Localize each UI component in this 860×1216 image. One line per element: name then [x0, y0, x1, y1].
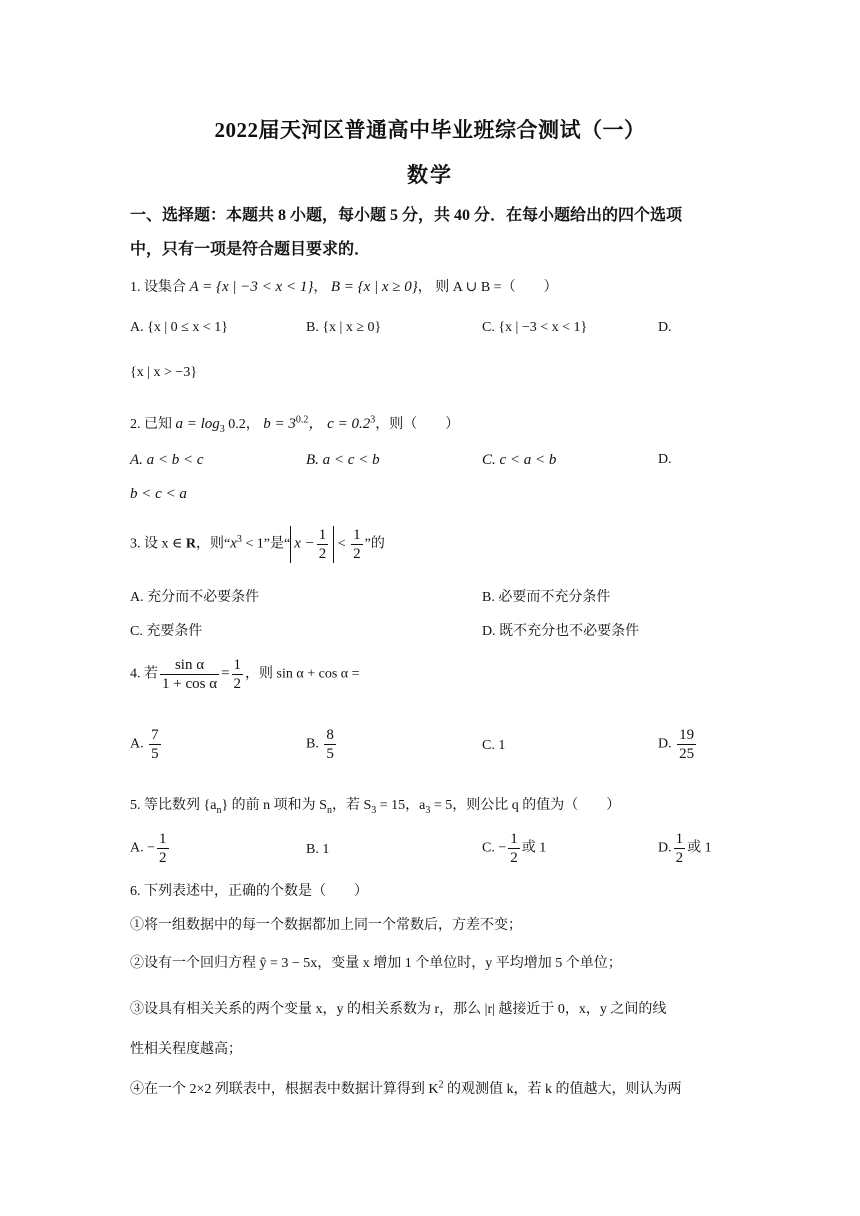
q5-c-den: 2	[510, 850, 518, 866]
q2-a-sub: 3	[219, 423, 225, 435]
q5-a-label: A. −	[130, 840, 156, 856]
question-6-stem: 6. 下列表述中，正确的个数是（ ）	[130, 884, 368, 899]
question-2-stem	[130, 412, 459, 435]
q3-lt1: < 1”是“	[241, 536, 291, 552]
q4-lhs-frac	[160, 656, 219, 693]
q5-d-tail: 或 1	[687, 840, 712, 856]
q4-b-num: 8	[326, 727, 334, 743]
q5-c-frac	[508, 830, 520, 867]
q5-a-den: 2	[159, 850, 167, 866]
q4-rhs-num: 1	[233, 657, 242, 673]
q3-x3-sup: 3	[236, 534, 242, 546]
q3-half-den-2: 2	[353, 546, 361, 562]
q1-prefix: 1. 设集合	[130, 280, 186, 295]
q4-b-label: B.	[306, 736, 319, 752]
question-5-stem	[130, 794, 620, 816]
q5-t5: = 5，则公比 q 的值为（ ）	[430, 798, 621, 813]
q4-option-d	[658, 726, 698, 763]
q3-mid1: ，则“	[196, 536, 231, 552]
q5-t2-sub: n	[326, 804, 332, 816]
q5-t1-sub: n	[216, 804, 222, 816]
q6-statement-3-line2: 性相关程度越高；	[130, 1042, 242, 1057]
q2-option-c: C. c < a < b	[482, 452, 557, 468]
q4-option-b	[306, 726, 338, 763]
q5-t1: 5. 等比数列 {a	[130, 798, 217, 813]
q1-ask: 则 A ∪ B =（ ）	[435, 280, 558, 295]
question-3-stem	[130, 526, 385, 563]
q4-ask: ，则 sin α + cos α =	[245, 666, 360, 682]
q5-t3-sub: 3	[371, 804, 377, 816]
q5-a-num: 1	[159, 831, 167, 847]
q5-option-a	[130, 830, 171, 867]
q2-option-b: B. a < c < b	[306, 452, 380, 468]
q2-c: ， c = 0.2	[308, 416, 371, 432]
q2-ask: ，则（ ）	[375, 417, 460, 432]
q3-option-b: B. 必要而不充分条件	[482, 590, 611, 605]
q5-t4: = 15，a	[376, 798, 426, 813]
q5-t2: } 的前 n 项和为 S	[221, 798, 327, 813]
q6-statement-1: ①将一组数据中的每一个数据都加上同一个常数后，方差不变；	[130, 918, 522, 933]
section-heading-line1: 一、选择题：本题共 8 小题，每小题 5 分，共 40 分．在每小题给出的四个选项	[130, 207, 683, 224]
q5-c-label: C. −	[482, 840, 507, 856]
q1-set-b: B = {x | x ≥ 0}	[330, 279, 418, 295]
q1-option-a: A. {x | 0 ≤ x < 1}	[130, 320, 228, 335]
q3-option-c: C. 充要条件	[130, 624, 203, 639]
q4-d-num: 19	[679, 727, 695, 743]
q5-d-label: D.	[658, 840, 672, 856]
q5-d-frac	[674, 830, 686, 867]
q2-a: a = log	[175, 416, 220, 432]
q4-d-label: D.	[658, 736, 672, 752]
q2-b: b = 3	[263, 416, 296, 432]
q6-s4b: 的观测值 k，若 k 的值越大，则认为两	[443, 1082, 682, 1097]
q3-real-set: R	[185, 536, 196, 552]
q4-lhs-num: sin α	[160, 656, 219, 675]
question-1-stem: 1. 设集合 A = {x | −3 < x < 1}， B = {x | x ≥ 0}， 则 A ∪ B =（ ）	[130, 279, 558, 295]
q2-a-val: 0.2，	[224, 417, 260, 432]
q3-x-minus: x −	[294, 535, 315, 552]
q6-statement-4	[130, 1078, 682, 1098]
exam-subject: 数学	[407, 163, 453, 187]
q4-a-den: 5	[151, 746, 159, 762]
q3-prefix: 3. 设 x ∈	[130, 536, 186, 552]
q2-prefix: 2. 已知	[130, 417, 172, 432]
q4-b-frac	[324, 726, 336, 763]
q4-option-a	[130, 726, 163, 763]
q4-prefix: 4. 若	[130, 666, 158, 682]
q6-s4-sup: 2	[438, 1079, 444, 1091]
q4-d-frac	[677, 726, 696, 763]
q3-half-den: 2	[318, 546, 327, 562]
q3-half-frac-2	[351, 526, 363, 563]
q4-rhs-den: 2	[233, 676, 242, 692]
q3-abs-expr	[290, 526, 334, 563]
q4-a-frac	[149, 726, 161, 763]
q2-c-sup: 3	[370, 414, 376, 426]
q2-option-d-label: D.	[658, 452, 672, 467]
q3-half-frac	[317, 526, 329, 563]
q5-a-frac	[157, 830, 169, 867]
q1-option-b: B. {x | x ≥ 0}	[306, 320, 382, 335]
q3-half-num: 1	[318, 527, 327, 543]
q4-lhs-den: 1 + cos α	[162, 676, 218, 692]
q4-d-den: 25	[679, 746, 695, 762]
q1-option-d-label: D.	[658, 320, 672, 335]
q5-d-den: 2	[675, 850, 684, 866]
q6-statement-3-line1: ③设具有相关关系的两个变量 x，y 的相关系数为 r，那么 |r| 越接近于 0，x，y 之间的线	[130, 1002, 667, 1017]
q3-option-a: A. 充分而不必要条件	[130, 590, 260, 605]
section-heading-line2: 中，只有一项是符合题目要求的．	[130, 241, 371, 258]
q4-a-label: A.	[130, 736, 144, 752]
q6-s4a: ④在一个 2×2 列联表中，根据表中数据计算得到 K	[130, 1082, 439, 1097]
q5-t3: ，若 S	[331, 798, 372, 813]
q2-option-a: A. a < b < c	[130, 452, 204, 468]
q3-x3: x	[230, 535, 237, 552]
q5-c-num: 1	[510, 831, 518, 847]
q4-a-num: 7	[151, 727, 159, 743]
q3-half-num-2: 1	[353, 527, 361, 543]
q1-option-c: C. {x | −3 < x < 1}	[482, 320, 588, 335]
q2-b-sup: 0.2	[295, 414, 309, 426]
q4-option-c: C. 1	[482, 738, 506, 753]
q1-option-d-value: {x | x > −3}	[130, 365, 198, 380]
q5-c-tail: 或 1	[521, 840, 547, 856]
q5-t4-sub: 3	[425, 804, 431, 816]
question-4-stem	[130, 656, 360, 693]
q5-option-d	[658, 830, 712, 867]
q3-end: ”的	[364, 536, 385, 552]
exam-title: 2022届天河区普通高中毕业班综合测试（一）	[214, 118, 646, 142]
q5-d-num: 1	[675, 831, 684, 847]
q4-eq: =	[221, 665, 230, 682]
q2-option-d-value: b < c < a	[130, 486, 187, 502]
q6-statement-2: ②设有一个回归方程 ŷ = 3 − 5x，变量 x 增加 1 个单位时，y 平均增加 5 个单位；	[130, 956, 622, 971]
q1-set-a: A = {x | −3 < x < 1}	[189, 279, 314, 295]
q4-b-den: 5	[326, 746, 334, 762]
q3-lt: <	[334, 536, 350, 552]
q3-option-d: D. 既不充分也不必要条件	[482, 624, 640, 639]
q5-option-b: B. 1	[306, 842, 330, 857]
q5-option-c	[482, 830, 546, 867]
q4-rhs-frac	[232, 656, 244, 693]
